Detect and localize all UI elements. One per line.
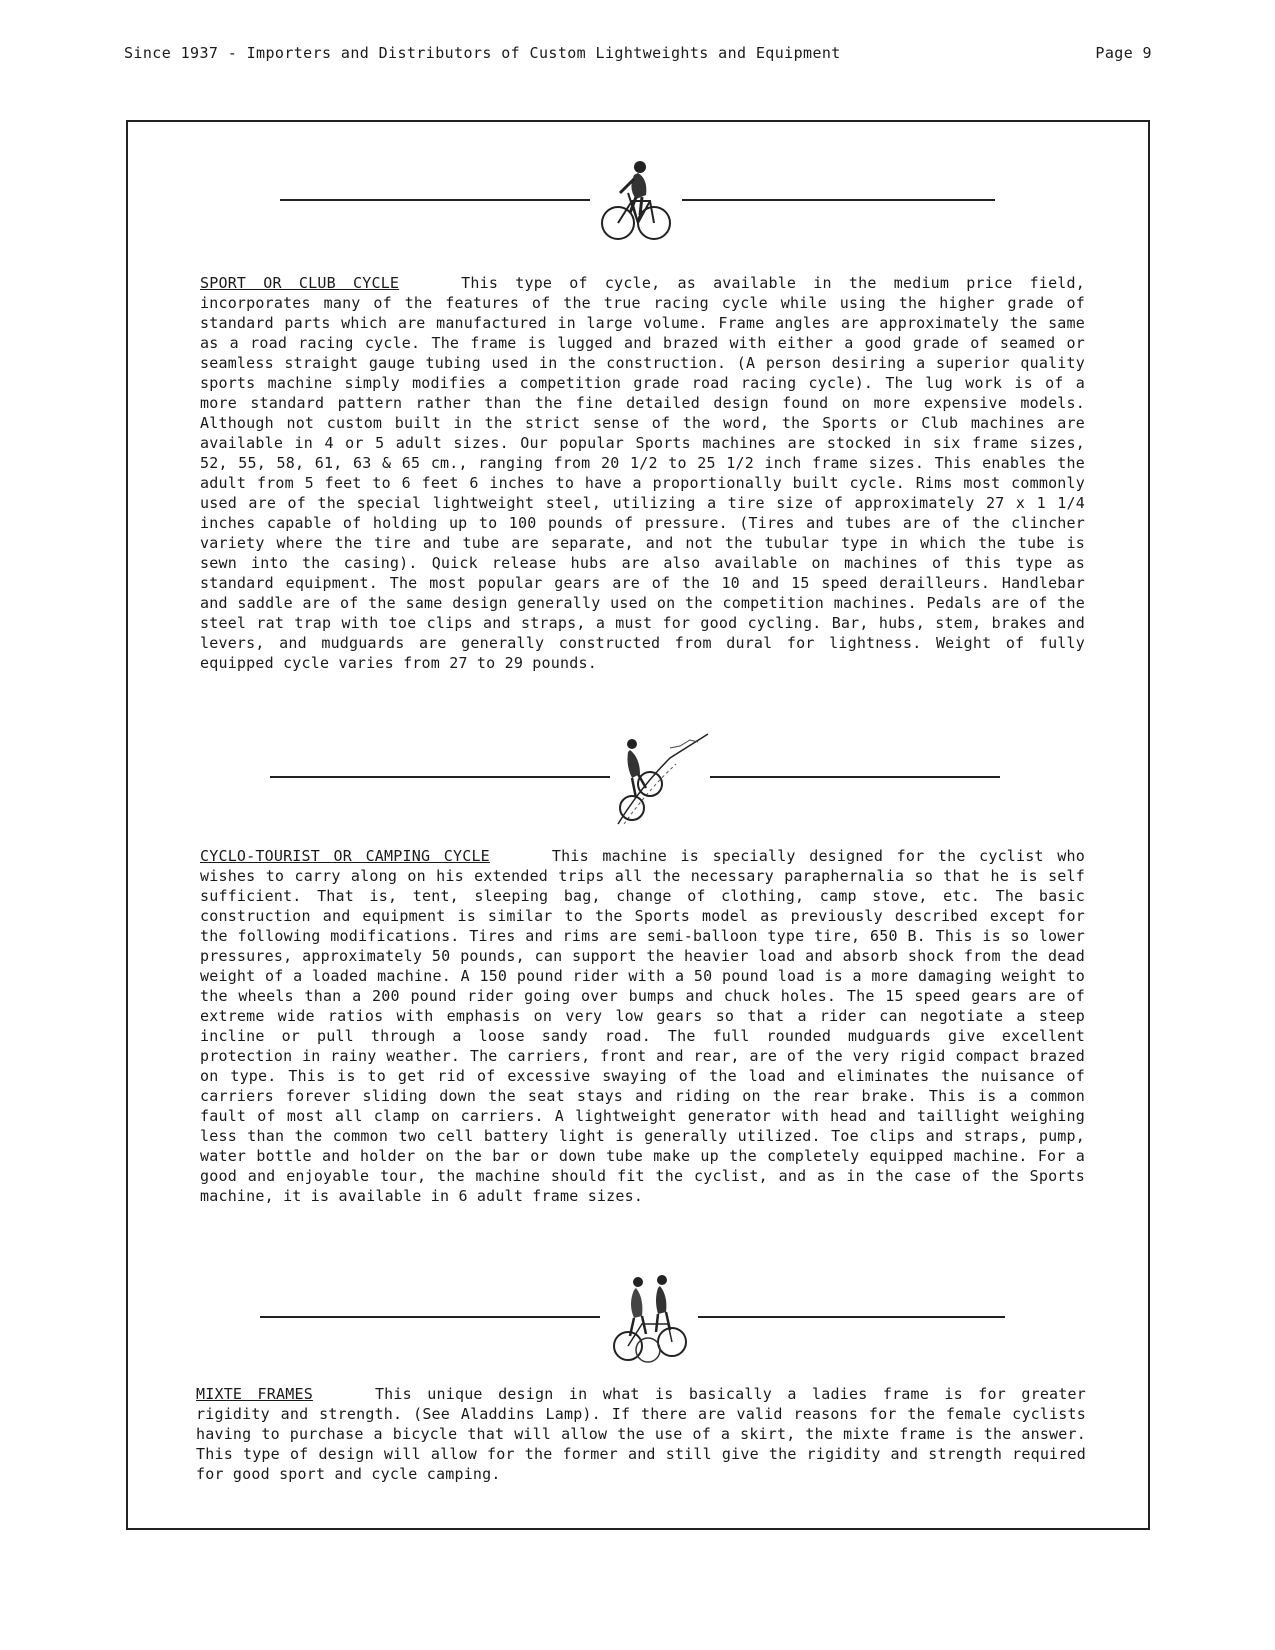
divider-line-left [270,776,610,778]
section-heading: MIXTE FRAMES [196,1385,313,1403]
divider-line-right [710,776,1000,778]
section-sport-club-cycle [200,273,1085,673]
section-heading: CYCLO-TOURIST OR CAMPING CYCLE [200,847,490,865]
section-mixte-frames [196,1384,1086,1484]
divider-line-left [280,199,590,201]
section-body: This machine is specially designed for the cyclist who wishes to carry along on his extended trips all the necessary paraphernalia so that he is self sufficient. That is, tent, sleeping bag, change of clothing, camp stove, etc. The basic construction and equipment is similar to the Sports model as previously described except for the following modifications. Tires and rims are semi-balloon type tire, 650 B. This is so lower pressures, approximately 50 pounds, can support the heavier load and absorb shock from the dead weight of a loaded machine. A 150 pound rider with a 50 pound load is a more damaging weight to the wheels than a 200 pound rider going over bumps and chuck holes. The 15 speed gears are of extreme wide ratios with emphasis on very low gears so that a rider can negotiate a steep incline or pull through a loose sandy road. The full rounded mudguards give excellent protection in rainy weather. The carriers, front and rear, are of the very rigid compact brazed on type. This is to get rid of excessive swaying of the load and eliminates the nuisance of carriers forever sliding down the seat stays and riding on the rear brake. This is a common fault of most all clamp on carriers. A lightweight generator with head and taillight weighing less than the common two cell battery light is generally utilized. Toe clips and straps, pump, water bottle and holder on the bar or down tube make up the completely equipped machine. For a good and enjoyable tour, the machine should fit the cyclist, and as in the case of the Sports machine, it is available in 6 adult frame sizes. [200,847,1085,1205]
two-cyclists-riding-icon [608,1268,694,1368]
page-number: Page 9 [1095,44,1152,62]
divider-rider [280,155,995,245]
divider-line-left [260,1316,600,1318]
section-body: This unique design in what is basically a ladies frame is for greater rigidity and strength. (See Aladdins Lamp). If there are valid reasons for the female cyclists having to purchase a bicycle that will allow the use of a skirt, the mixte frame is the answer. This type of design will allow for the former and still give the rigidity and strength required for good sport and cycle camping. [196,1385,1086,1483]
section-body: This type of cycle, as available in the medium price field, incorporates many of the features of the true racing cycle while using the higher grade of standard parts which are manufactured in large volume. Frame angles are approximately the same as a road racing cycle. The frame is lugged and brazed with either a good grade of seamed or seamless straight gauge tubing used in the construction. (A person desiring a superior quality sports machine simply modifies a competition grade road racing cycle). The lug work is of a more standard pattern rather than the fine detailed design found on more expensive models. Although not custom built in the strict sense of the word, the Sports or Club machines are available in 4 or 5 adult sizes. Our popular Sports machines are stocked in six frame sizes, 52, 55, 58, 61, 63 & 65 cm., ranging from 20 1/2 to 25 1/2 inch frame sizes. This enables the adult from 5 feet to 6 feet 6 inches to have a proportionally built cycle. Rims most commonly used are of the special lightweight steel, utilizing a tire size of approximately 27 x 1 1/4 inches capable of holding up to 100 pounds of pressure. (Tires and tubes are of the clincher variety where the tire and tube are separate, and not the tubular type in which the tube is sewn into the casing). Quick release hubs are also available on machines of this type as standard equipment. The most popular gears are of the 10 and 15 speed derailleurs. Handlebar and saddle are of the same design generally used on the competition machines. Pedals are of the steel rat trap with toe clips and straps, a must for good cycling. Bar, hubs, stem, brakes and levers, and mudguards are generally constructed from dural for lightness. Weight of fully equipped cycle varies from 27 to 29 pounds. [200,274,1085,672]
cyclist-climbing-hill-icon [610,728,715,828]
company-tagline: Since 1937 - Importers and Distributors of Custom Lightweights and Equipment [124,44,841,62]
divider-line-right [682,199,995,201]
divider-line-right [698,1316,1005,1318]
cyclist-riding-icon [598,155,676,245]
section-heading: SPORT OR CLUB CYCLE [200,274,400,292]
divider-climber [270,728,1000,828]
section-cyclo-tourist [200,846,1085,1206]
divider-tandem [260,1268,1005,1368]
